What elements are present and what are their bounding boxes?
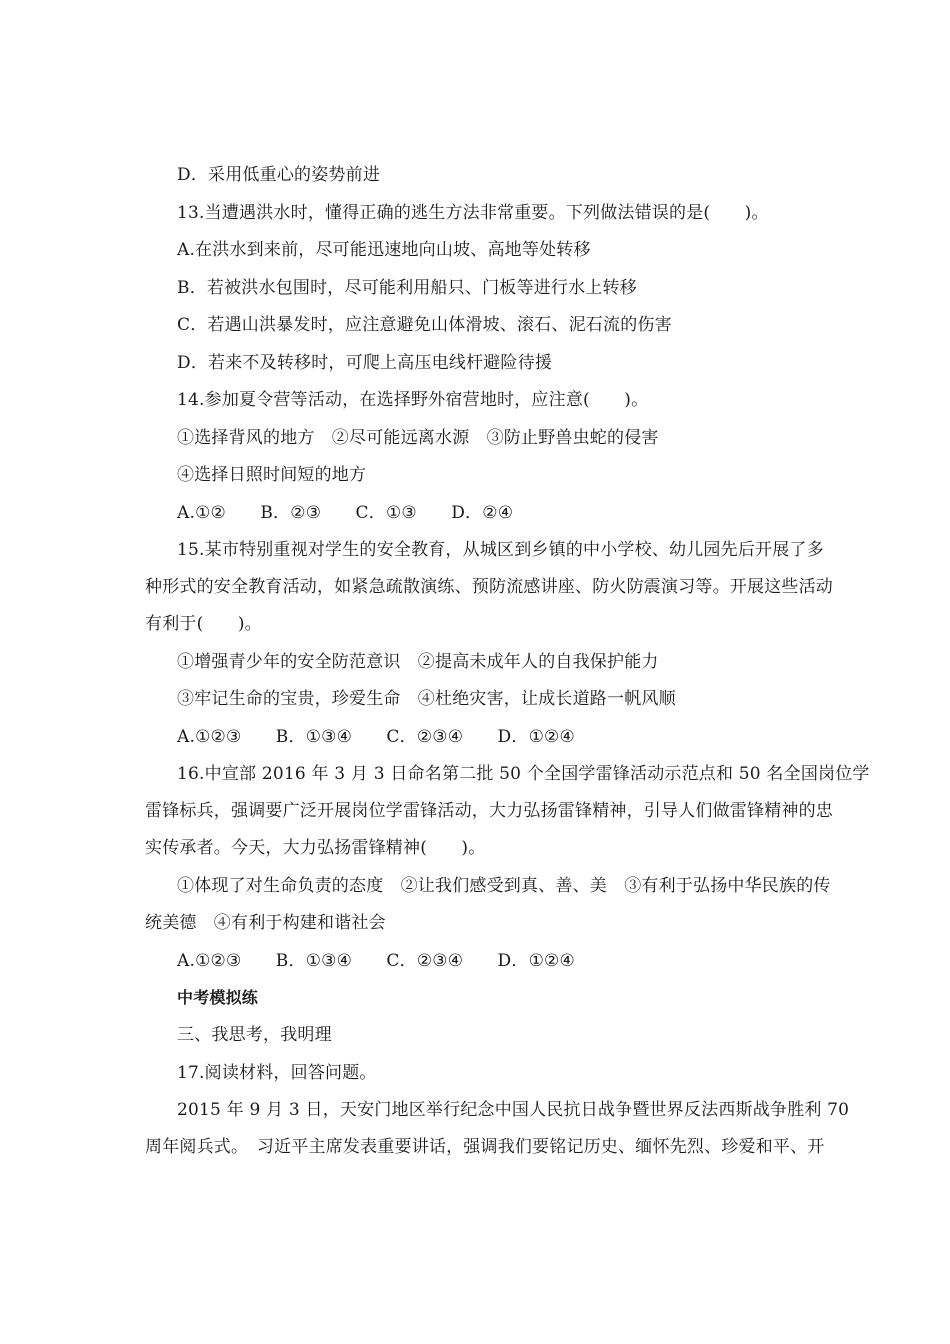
material-paragraph-1: 2015 年 9 月 3 日，天安门地区举行纪念中国人民抗日战争暨世界反法西斯战争胜利 70 (177, 1100, 850, 1120)
part-heading: 三、我思考，我明理 (177, 1025, 332, 1045)
question-14-statements-1: ①选择背风的地方 ②尽可能远离水源 ③防止野兽虫蛇的侵害 (177, 428, 659, 448)
question-16-stem-2: 雷锋标兵，强调要广泛开展岗位学雷锋活动，大力弘扬雷锋精神，引导人们做雷锋精神的忠 (145, 801, 833, 821)
question-14-stem: 14.参加夏令营等活动，在选择野外宿营地时，应注意( )。 (177, 390, 649, 410)
option-13-c: C．若遇山洪暴发时，应注意避免山体滑坡、滚石、泥石流的伤害 (177, 315, 672, 335)
question-15-options: A.①②③ B．①③④ C．②③④ D．①②④ (177, 727, 575, 747)
section-heading: 中考模拟练 (177, 988, 259, 1007)
option-13-d: D．若来不及转移时，可爬上高压电线杆避险待援 (177, 353, 553, 373)
question-14-statements-2: ④选择日照时间短的地方 (177, 465, 367, 485)
question-15-statements-2: ③牢记生命的宝贵，珍爱生命 ④杜绝灾害，让成长道路一帆风顺 (177, 689, 676, 709)
option-13-a: A.在洪水到来前，尽可能迅速地向山坡、高地等处转移 (177, 240, 591, 260)
question-15-stem-3: 有利于( )。 (145, 614, 262, 634)
question-14-options: A.①② B．②③ C．①③ D．②④ (177, 503, 514, 523)
question-15-stem-1: 15.某市特别重视对学生的安全教育，从城区到乡镇的中小学校、幼儿园先后开展了多 (177, 540, 824, 560)
option-12-d: D．采用低重心的姿势前进 (177, 165, 381, 185)
question-16-stem-3: 实传承者。今天，大力弘扬雷锋精神( )。 (145, 838, 486, 858)
option-13-b: B．若被洪水包围时，尽可能利用船只、门板等进行水上转移 (177, 278, 637, 298)
question-15-statements-1: ①增强青少年的安全防范意识 ②提高未成年人的自我保护能力 (177, 652, 659, 672)
question-16-stem-1: 16.中宣部 2016 年 3 月 3 日命名第二批 50 个全国学雷锋活动示范点和 50 名全国岗位学 (177, 764, 870, 784)
question-13-stem: 13.当遭遇洪水时，懂得正确的逃生方法非常重要。下列做法错误的是( )。 (177, 203, 769, 223)
question-15-stem-2: 种形式的安全教育活动，如紧急疏散演练、预防流感讲座、防火防震演习等。开展这些活动 (145, 577, 833, 597)
question-16-statements-1: ①体现了对生命负责的态度 ②让我们感受到真、善、美 ③有利于弘扬中华民族的传 (177, 876, 831, 896)
question-16-statements-2: 统美德 ④有利于构建和谐社会 (145, 913, 386, 933)
question-17-stem: 17.阅读材料，回答问题。 (177, 1063, 377, 1083)
question-16-options: A.①②③ B．①③④ C．②③④ D．①②④ (177, 951, 575, 971)
material-paragraph-2: 周年阅兵式。 习近平主席发表重要讲话，强调我们要铭记历史、缅怀先烈、珍爱和平、开 (145, 1137, 825, 1157)
